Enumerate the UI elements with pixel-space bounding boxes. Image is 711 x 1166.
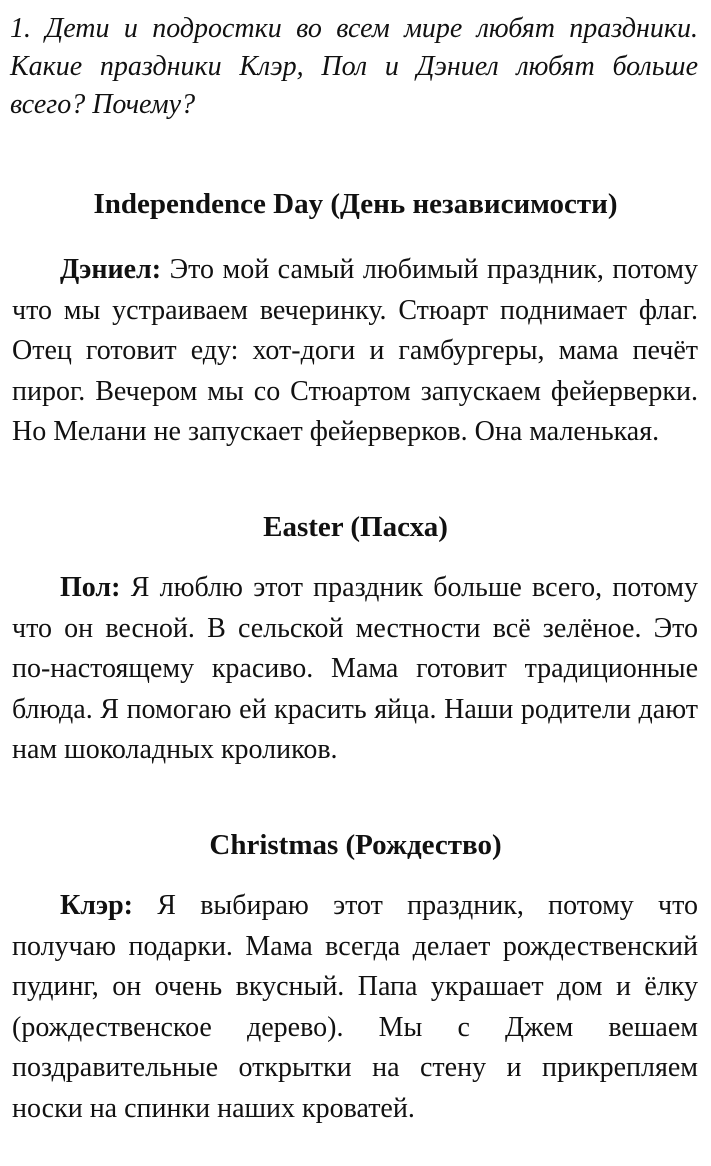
heading-christmas: Christmas (Рождество) [209, 829, 502, 861]
heading-easter: Easter (Пасха) [263, 511, 448, 543]
paragraph-daniel [12, 250, 698, 453]
paragraph-claire-text: Я выбираю этот праздник, потому что получаю подарки. Мама всегда делает рождественский пудинг, он очень вкусный. Папа украшает дом и ёлку (рождественское дерево). Мы с Джем вешаем поздравительные открытки на стену и прикрепляем носки на спинки наших кроватей. [12, 890, 698, 1124]
paragraph-paul [12, 568, 698, 771]
task-instruction [10, 10, 698, 124]
task-text: Дети и подростки во всем мире любят праздники. Какие праздники Клэр, Пол и Дэниел любят больше всего? Почему? [10, 13, 699, 120]
paragraph-claire [12, 886, 698, 1129]
speaker-paul: Пол: [60, 572, 121, 603]
speaker-daniel: Дэниел: [60, 254, 162, 285]
paragraph-daniel-text: Это мой самый любимый праздник, потому что мы устраиваем вечеринку. Стюарт поднимает флаг. Отец готовит еду: хот-доги и гамбургеры, мама печёт пирог. Вечером мы со Стюартом запускаем фейерверки. Но Мелани не запускает фейерверков. Она маленькая. [12, 254, 699, 447]
speaker-claire: Клэр: [60, 890, 134, 921]
paragraph-paul-text: Я люблю этот праздник больше всего, потому что он весной. В сельской местности всё зелёное. Это по-настоящему красиво. Мама готовит традиционные блюда. Я помогаю ей красить яйца. Наши родители дают нам шоколадных кроликов. [12, 572, 699, 765]
heading-independence-day: Independence Day (День независимости) [93, 188, 618, 220]
task-number: 1. [10, 13, 31, 44]
